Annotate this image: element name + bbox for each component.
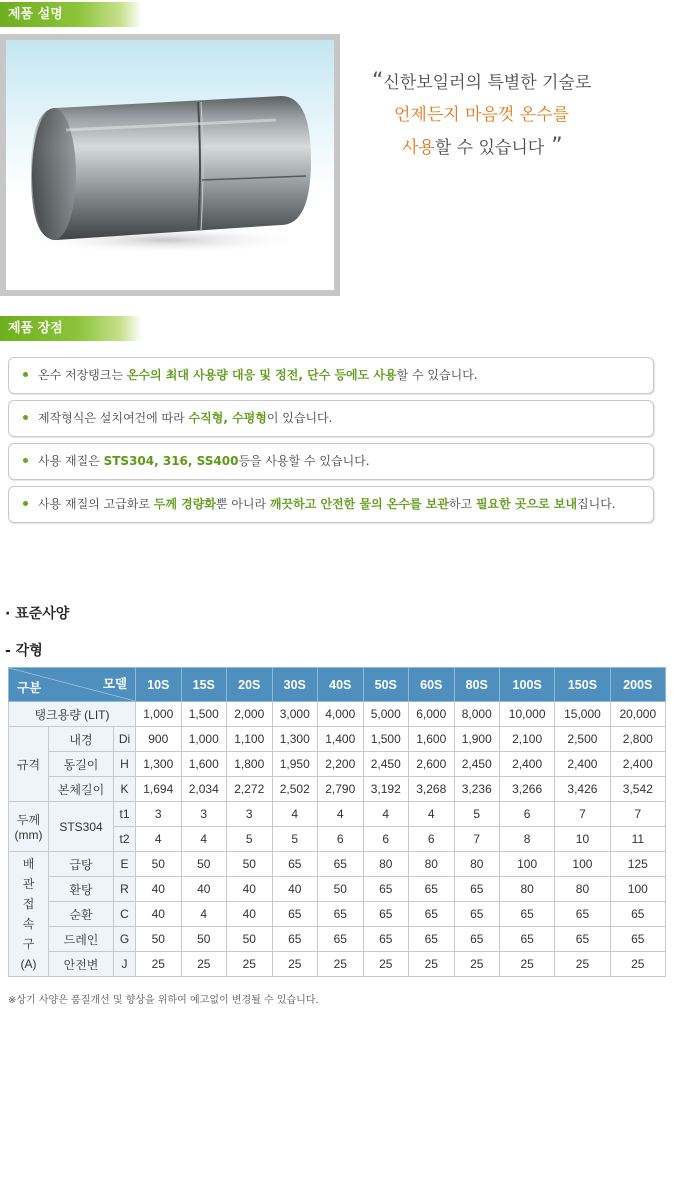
table-cell: 2,500 [555,727,610,752]
row-label: 드레인 [49,927,114,952]
table-cell: 4 [363,802,409,827]
table-cell: 2,400 [555,752,610,777]
table-cell: 3,236 [454,777,500,802]
row-symbol: t2 [114,827,136,852]
table-row [9,852,666,877]
table-cell: 1,694 [136,777,182,802]
table-cell: 1,800 [227,752,273,777]
table-cell: 40 [181,877,227,902]
table-cell: 100 [555,852,610,877]
row-label: 본체길이 [49,777,114,802]
table-cell: 3,266 [500,777,555,802]
model-header: 10S [136,668,182,702]
table-cell: 10,000 [500,702,555,727]
row-label: 급탕 [49,852,114,877]
table-cell: 11 [610,827,665,852]
open-quote-mark: “ [372,69,384,94]
row-label: 안전변 [49,952,114,977]
table-cell: 7 [454,827,500,852]
thickness-label: 두께 [16,813,41,827]
table-cell: 4 [136,827,182,852]
row-symbol: G [114,927,136,952]
table-cell: 2,000 [227,702,273,727]
row-label: 내경 [49,727,114,752]
bullet-icon [23,501,28,506]
table-cell: 3,542 [610,777,665,802]
table-cell: 1,000 [181,727,227,752]
model-header: 20S [227,668,273,702]
row-symbol: K [114,777,136,802]
table-cell: 50 [227,927,273,952]
table-cell: 3,426 [555,777,610,802]
row-label: 동길이 [49,752,114,777]
table-cell: 50 [136,852,182,877]
table-cell: 4,000 [318,702,364,727]
pipe-group-char: 속 [22,917,35,931]
table-cell: 20,000 [610,702,665,727]
table-cell: 10 [555,827,610,852]
table-cell: 25 [500,952,555,977]
feature-text: 온수 저장탱크는 [38,368,127,382]
table-cell: 40 [136,877,182,902]
table-cell: 1,500 [181,702,227,727]
table-cell: 65 [610,902,665,927]
table-cell: 6,000 [409,702,455,727]
table-cell: 1,950 [272,752,318,777]
table-cell: 8,000 [454,702,500,727]
table-cell: 65 [318,852,364,877]
table-row [9,777,666,802]
close-quote-mark: ” [544,134,563,159]
table-cell: 25 [409,952,455,977]
feature-text: 하고 [448,497,476,511]
table-cell: 80 [409,852,455,877]
model-header: 200S [610,668,665,702]
table-cell: 2,200 [318,752,364,777]
feature-highlight: STS304, 316, SS400 [103,454,239,468]
slogan-line3-b: 할 수 있습니다 [434,138,545,158]
table-cell: 65 [409,927,455,952]
slogan-line3-a: 사용 [402,138,435,158]
table-cell: 5 [454,802,500,827]
pipe-group-char: 관 [22,877,35,891]
model-header: 30S [272,668,318,702]
pipe-group-char: (A) [20,957,37,971]
table-cell: 100 [500,852,555,877]
table-cell: 2,400 [610,752,665,777]
table-row [9,802,666,827]
table-cell: 25 [318,952,364,977]
corner-gubun-label: 구분 [17,681,42,695]
table-cell: 2,800 [610,727,665,752]
table-cell: 3 [136,802,182,827]
table-cell: 1,300 [136,752,182,777]
section-title-merits: 제품 장점 [0,316,142,341]
table-cell: 6 [500,802,555,827]
table-cell: 5 [227,827,273,852]
bullet-icon [23,458,28,463]
feature-item [8,486,654,523]
table-cell: 2,790 [318,777,364,802]
table-cell: 2,400 [500,752,555,777]
table-corner-cell [9,668,136,702]
feature-highlight: 깨끗하고 안전한 물의 온수를 보관 [269,497,449,511]
table-cell: 65 [318,902,364,927]
table-cell: 4 [181,827,227,852]
table-row [9,952,666,977]
slogan-brand: 신한보일러 [383,73,466,93]
table-cell: 25 [610,952,665,977]
table-cell: 65 [555,902,610,927]
table-cell: 25 [227,952,273,977]
feature-item [8,357,654,394]
table-cell: 3,268 [409,777,455,802]
table-cell: 2,450 [454,752,500,777]
feature-item [8,400,654,437]
pipe-group-char: 구 [22,937,35,951]
table-cell: 65 [409,877,455,902]
row-symbol: J [114,952,136,977]
product-photo [0,34,340,296]
table-cell: 40 [227,902,273,927]
model-header: 40S [318,668,364,702]
table-cell: 5,000 [363,702,409,727]
table-row [9,752,666,777]
table-cell: 80 [454,852,500,877]
model-header: 50S [363,668,409,702]
table-cell: 80 [500,877,555,902]
table-cell: 65 [318,927,364,952]
feature-text: 제작형식은 설치여건에 따라 [38,411,189,425]
table-header-row [9,668,666,702]
table-cell: 65 [272,902,318,927]
table-cell: 6 [363,827,409,852]
bullet-icon [23,415,28,420]
table-cell: 25 [454,952,500,977]
row-symbol: t1 [114,802,136,827]
table-cell: 65 [454,877,500,902]
table-cell: 65 [454,927,500,952]
table-cell: 65 [500,902,555,927]
table-cell: 25 [136,952,182,977]
table-cell: 65 [555,927,610,952]
table-cell: 2,034 [181,777,227,802]
row-symbol: C [114,902,136,927]
table-cell: 100 [610,877,665,902]
table-row [9,927,666,952]
thickness-unit: (mm) [14,828,43,842]
table-cell: 4 [409,802,455,827]
model-header: 80S [454,668,500,702]
slogan-line1: 의 특별한 기술로 [465,73,592,93]
table-cell: 65 [610,927,665,952]
feature-highlight: 온수의 최대 사용량 대응 및 정전, 단수 등에도 사용 [126,368,397,382]
table-cell: 65 [363,927,409,952]
heading-standard-spec: · 표준사양 [5,606,70,622]
table-cell: 2,272 [227,777,273,802]
table-cell: 65 [409,902,455,927]
spec-table [8,667,666,977]
feature-text: 사용 재질은 [38,454,104,468]
table-cell: 1,400 [318,727,364,752]
table-cell: 2,502 [272,777,318,802]
pipe-group-label [9,852,49,977]
table-row [9,702,666,727]
footnote: ※상기 사양은 품질개선 및 향상을 위하여 예고없이 변경될 수 있습니다. [8,995,319,1006]
model-header: 150S [555,668,610,702]
spec-group-label: 규격 [9,727,49,802]
bullet-icon [23,372,28,377]
feature-text: 등을 사용할 수 있습니다. [238,454,370,468]
table-cell: 65 [500,927,555,952]
table-cell: 50 [136,927,182,952]
table-cell: 80 [555,877,610,902]
table-cell: 80 [363,852,409,877]
table-cell: 1,500 [363,727,409,752]
table-cell: 900 [136,727,182,752]
table-cell: 4 [181,902,227,927]
table-cell: 25 [363,952,409,977]
table-cell: 3 [181,802,227,827]
table-cell: 1,600 [181,752,227,777]
row-symbol: H [114,752,136,777]
table-cell: 2,450 [363,752,409,777]
row-label: 환탕 [49,877,114,902]
slogan-line2-a: 언제든지 마음껏 [394,105,520,125]
table-cell: 8 [500,827,555,852]
slogan-quote [372,66,591,164]
table-cell: 50 [181,927,227,952]
table-cell: 6 [318,827,364,852]
table-cell: 1,100 [227,727,273,752]
table-cell: 2,600 [409,752,455,777]
heading-rect-type: - 각형 [5,643,43,659]
table-cell: 15,000 [555,702,610,727]
feature-highlight: 수직형, 수평형 [188,411,267,425]
row-symbol: R [114,877,136,902]
tank-image [6,40,334,290]
table-cell: 1,000 [136,702,182,727]
table-cell: 40 [227,877,273,902]
table-cell: 7 [610,802,665,827]
table-cell: 65 [363,877,409,902]
table-cell: 6 [409,827,455,852]
table-cell: 1,900 [454,727,500,752]
table-cell: 65 [454,902,500,927]
table-row [9,727,666,752]
table-cell: 65 [363,902,409,927]
row-label: 순환 [49,902,114,927]
table-cell: 25 [272,952,318,977]
table-cell: 2,100 [500,727,555,752]
table-cell: 3,000 [272,702,318,727]
thickness-group-label [9,802,49,852]
slogan-line2-b: 온수를 [519,105,570,125]
feature-item [8,443,654,480]
section-title-description: 제품 설명 [0,2,142,27]
table-cell: 40 [272,877,318,902]
model-header: 100S [500,668,555,702]
model-header: 60S [409,668,455,702]
feature-text: 뿐 아니라 [215,497,270,511]
table-cell: 65 [272,852,318,877]
table-row [9,902,666,927]
table-cell: 50 [181,852,227,877]
model-header: 15S [181,668,227,702]
capacity-label: 탱크용량 (LIT) [9,702,136,727]
table-cell: 7 [555,802,610,827]
table-cell: 25 [555,952,610,977]
feature-text: 사용 재질의 고급화로 [38,497,154,511]
table-cell: 4 [318,802,364,827]
corner-model-label: 모델 [102,677,127,691]
table-cell: 40 [136,902,182,927]
table-cell: 50 [318,877,364,902]
feature-text: 집니다. [577,497,616,511]
table-cell: 25 [181,952,227,977]
pipe-group-char: 배 [22,857,35,871]
material-label: STS304 [49,802,114,852]
row-symbol: Di [114,727,136,752]
table-cell: 1,600 [409,727,455,752]
table-cell: 1,300 [272,727,318,752]
table-cell: 4 [272,802,318,827]
table-cell: 3,192 [363,777,409,802]
feature-highlight: 필요한 곳으로 보내 [475,497,578,511]
row-symbol: E [114,852,136,877]
feature-text: 이 있습니다. [266,411,333,425]
table-cell: 3 [227,802,273,827]
feature-text: 할 수 있습니다. [396,368,478,382]
pipe-group-char: 접 [22,897,35,911]
table-cell: 65 [272,927,318,952]
table-row [9,877,666,902]
feature-highlight: 두께 경량화 [153,497,216,511]
table-cell: 125 [610,852,665,877]
table-cell: 5 [272,827,318,852]
table-cell: 50 [227,852,273,877]
